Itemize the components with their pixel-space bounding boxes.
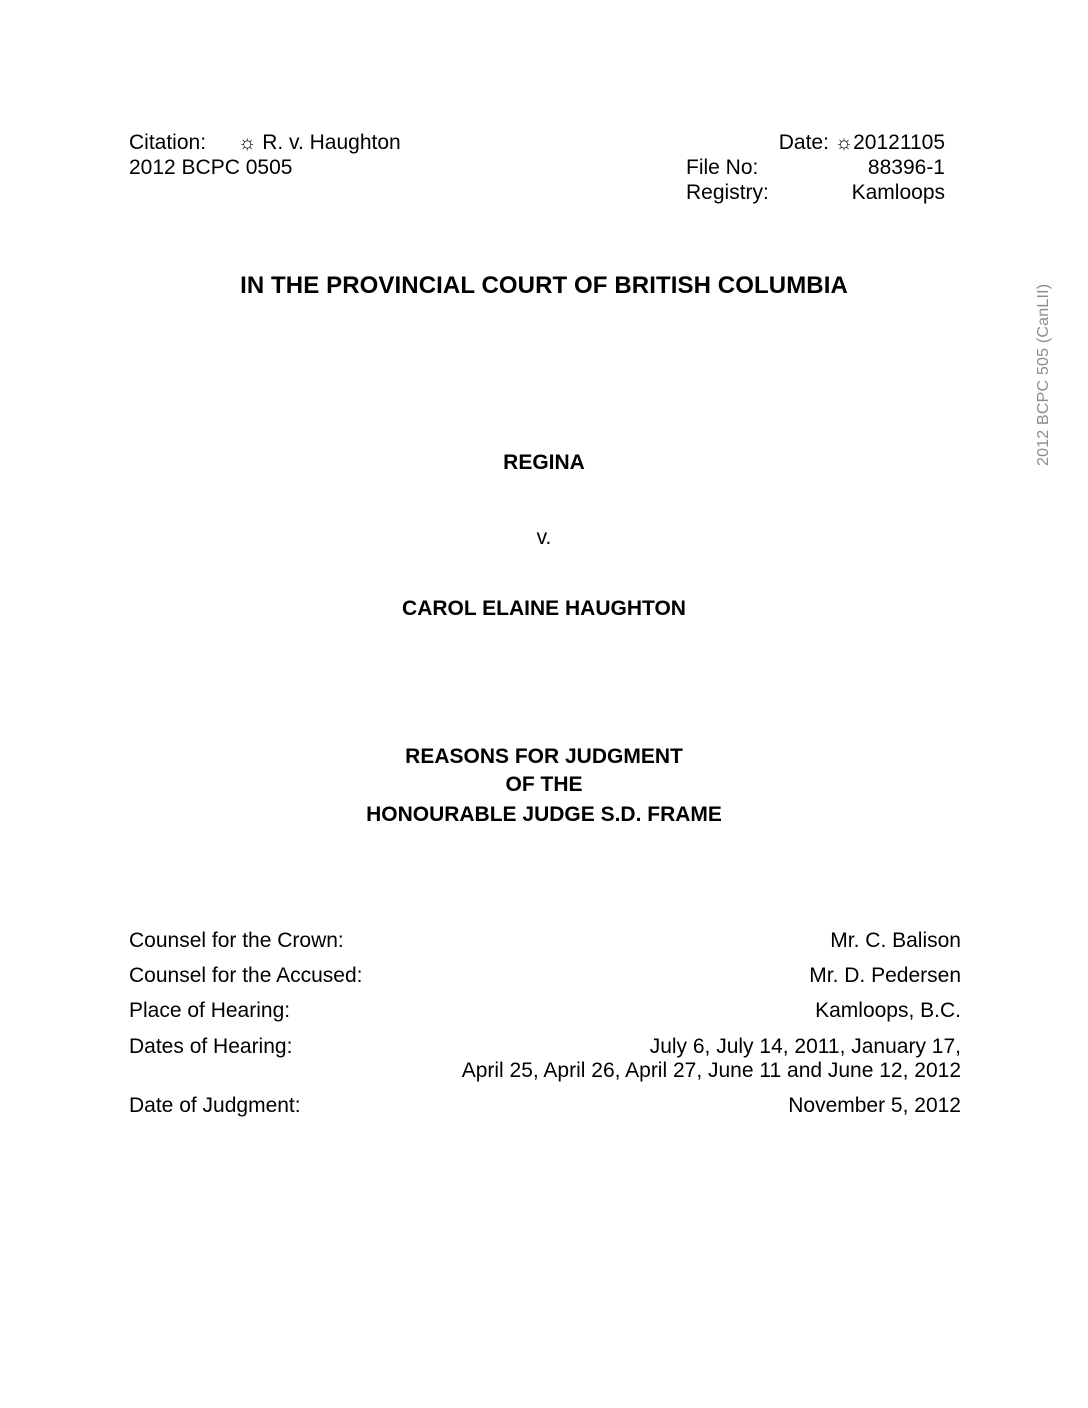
sun-icon: ☼ <box>834 132 854 154</box>
party-plaintiff: REGINA <box>503 451 585 474</box>
citation-style-text: R. v. Haughton <box>262 131 401 154</box>
registry-label: Registry: <box>686 181 769 204</box>
date-of-judgment-label: Date of Judgment: <box>129 1094 301 1117</box>
canlii-watermark: 2012 BCPC 505 (CanLII) <box>1035 283 1052 466</box>
accused-counsel-label: Counsel for the Accused: <box>129 964 363 987</box>
date-of-judgment-value: November 5, 2012 <box>788 1094 961 1117</box>
reasons-heading-line2: OF THE <box>505 773 583 796</box>
date-value: 20121105 <box>853 131 945 154</box>
party-defendant: CAROL ELAINE HAUGHTON <box>402 597 686 620</box>
registry-value: Kamloops <box>851 181 945 204</box>
versus: v. <box>536 526 552 549</box>
accused-counsel-value: Mr. D. Pedersen <box>809 964 961 987</box>
place-of-hearing-label: Place of Hearing: <box>129 999 291 1022</box>
court-title: IN THE PROVINCIAL COURT OF BRITISH COLUMBIA <box>240 272 848 299</box>
citation-style <box>238 130 401 155</box>
dates-of-hearing-value-line2: April 25, April 26, April 27, June 11 and June 12, 2012 <box>461 1059 961 1082</box>
file-label: File No: <box>686 156 759 179</box>
date-label: Date: <box>778 131 829 154</box>
neutral-citation: 2012 BCPC 0505 <box>129 156 293 179</box>
file-value: 88396-1 <box>867 156 945 179</box>
crown-counsel-value: Mr. C. Balison <box>830 929 961 952</box>
citation-label: Citation: <box>129 131 207 154</box>
dates-of-hearing-label: Dates of Hearing: <box>129 1035 293 1058</box>
crown-counsel-label: Counsel for the Crown: <box>129 929 344 952</box>
place-of-hearing-value: Kamloops, B.C. <box>815 999 961 1022</box>
reasons-heading-line1: REASONS FOR JUDGMENT <box>405 745 683 768</box>
date-line <box>779 130 945 155</box>
reasons-heading-line3: HONOURABLE JUDGE S.D. FRAME <box>366 803 722 826</box>
dates-of-hearing-value-line1: July 6, July 14, 2011, January 17, <box>649 1035 961 1058</box>
sun-icon: ☼ <box>238 132 257 154</box>
